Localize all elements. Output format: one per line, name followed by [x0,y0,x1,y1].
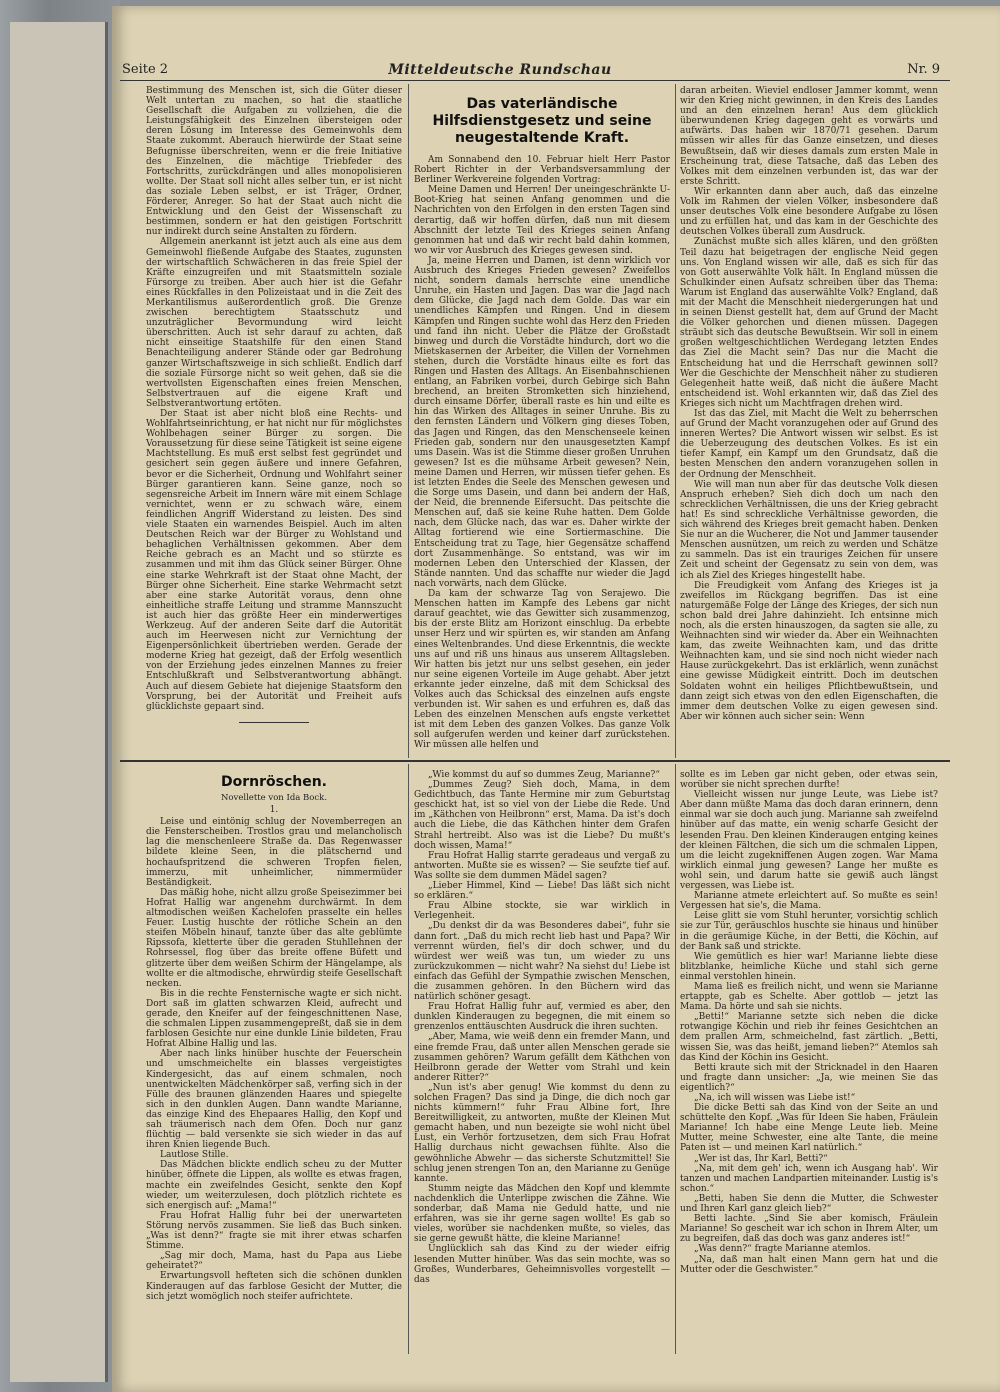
paragraph: Ist das das Ziel, mit Macht die Welt zu beherrschen auf Grund der Macht voranzugehen oder auf Grund des inneren Wertes? Die Antwort wissen wir selbst. Es ist die Ueberzeugung des deutschen Volkes. Es ist ein tiefer Kampf, ein Kampf um den Grundsatz, daß die besten Menschen den andern voranzugehen sollen in der Ordnung der Menschheit. [680,409,938,480]
column-divider [408,84,409,758]
paragraph: „Nun ist's aber genug! Wie kommst du denn zu solchen Fragen? Das sind ja Dinge, die dich noch gar nichts kümmern!“ fuhr Frau Albine fort, Ihre Bereitwilligkeit, zu antworten, mußte der Kleinen Mut gemacht haben, und nun bezeigte sie wohl nicht übel Lust, ein Verhör fortzusetzen, dem sich Frau Hofrat Hallig durchaus nicht gewachsen fühlte. Also die gewöhnliche Abwehr — das sicherste Schutzmittel! Sie schlug jenen strengen Ton an, den Marianne zu Genüge kannte. [414,1082,670,1184]
paragraph: Wie gemütlich es hier war! Marianne liebte diese blitzblanke, heimliche Küche und stahl sich gerne einmal verstohlen hinein. [680,951,938,982]
paragraph: „Lieber Himmel, Kind — Liebe! Das läßt sich nicht so erklären.“ [414,881,670,902]
column-divider [675,764,676,1354]
chapter-number: 1. [269,805,279,816]
paragraph: „Na, ich will wissen was Liebe ist!“ [694,1093,856,1103]
paragraph: Leise und eintönig schlug der Novemberregen an die Fensterscheiben. Trostlos grau und melancholisch lag die menschenleere Straße da. Das Regenwasser bildete kleine Seen, in die plätschernd und hochaufspritzend die schweren Tropfen fielen, immerzu, mit unheimlicher, nimmermüder Beständigkeit. [146,817,402,888]
paragraph: Frau Albine stockte, sie war wirklich in Verlegenheit. [414,901,670,922]
paragraph: „Du denkst dir da was Besonderes dabei“, fuhr sie dann fort. „Daß du mich recht lieb hast und Papa? Wir verrennt würden, fiel's dir doch schwer, und du würdest wer weiß was tun, um wieder zu uns zurückzukommen — nicht wahr? Na siehst du! Liebe ist einfach das Gefühl der Sympathie zwischen Menschen, die zusammen gehören. In den Büchern wird das natürlich schöner gesagt. [414,921,670,1003]
page-label: Seite 2 [122,62,169,77]
paragraph: Wir erkannten dann aber auch, daß das einzelne Volk im Rahmen der vielen Völker, insbesondere daß unser deutsches Volk eine besondere Aufgabe zu lösen und zu erfüllen hat, und das kam in der Geschichte des deutschen Volkes überall zum Ausdruck. [680,186,938,238]
article-title: Das vaterländische Hilfsdienstgesetz und seine neugestaltende Kraft. [432,96,652,146]
paragraph: Das mäßig hohe, nicht allzu große Speisezimmer bei Hofrat Hallig war angenehm durchwärmt. In dem altmodischen weißen Kachelofen prasselte ein helles Feuer. Lustig huschte der rötliche Schein an den steifen Möbeln hinauf, tanzte über das alte geblümte Ripssofa, kletterte über die geraden Stuhllehnen der Rohrsessel, flog über das breite offene Büfett und glitzerte über dem weißen Schirm der Hängelampe, als wollte er die altmodische, ehrwürdig steife Gesellschaft necken. [146,887,402,989]
paragraph: Frau Hofrat Hallig fuhr auf, vermied es aber, den dunklen Kinderaugen zu begegnen, die mit einem so grenzenlos enttäuschten Ausdruck die ihren suchten. [414,1002,670,1033]
paragraph: „Na, mit dem geh' ich, wenn ich Ausgang hab'. Wir tanzen und machen Landpartien miteinander. Lustig is's schon.“ [680,1163,938,1194]
issue-number: Nr. 9 [907,62,940,77]
paragraph: Die Freudigkeit vom Anfang des Krieges ist ja zweifellos im Rückgang begriffen. Das ist eine naturgemäße Folge der Länge des Krieges, der sich nun schon bald drei Jahre dahinzieht. Ich entsinne mich noch, als die ersten hinauszogen, da sagten sie alle, zu Weihnachten sind wir wieder da. Aber ein Weihnachten kam, das zweite Weihnachten kam, und das dritte Weihnachten kam, und sie sind noch nicht wieder nach Hause zurückgekehrt. Das ist erklärlich, wenn zunächst eine gewisse Müdigkeit eintritt. Doch im deutschen Soldaten wohnt ein heiliges Pflichtbewußtsein, und dann zeigt sich etwas von den edlen Eigenschaften, die immer dem deutschen Volke zu eigen gewesen sind. Aber wir können auch sicher sein: Wenn [680,580,938,722]
paragraph: Unglücklich sah das Kind zu der wieder eifrig lesenden Mutter hinüber. Was das sein mochte, was so Großes, Wunderbares, Geheimnisvolles vorgestellt — das [414,1244,670,1285]
paragraph: Ja, meine Herren und Damen, ist denn wirklich vor Ausbruch des Krieges Frieden gewesen? Zweifellos nicht, sondern damals herrschte eine unendliche Unruhe, ein Hasten und Jagen. Das war die Jagd nach dem Glücke, die Jagd nach dem Golde. Das war ein unendliches Kämpfen und Ringen. Und in diesem Kämpfen und Ringen suchte wohl das Herz den Frieden und fand ihn nicht. Ueber die Plätze der Großstadt binweg und durch die Vorstädte hindurch, dort wo die Mietskasernen der Arbeiter, die Villen der Vornehmen stehen, durch die Vorstädte hinaus eilte es fort das Ringen und Hasten des Alltags. An Eisenbahnschienen entlang, an Fabriken vorbei, durch Gebirge sich Bahn brechend, an breiten Stromketten sich hinziehend, durch einsame Dörfer, überall raste es hin und eilte es hin das Wirken des Alltages in seiner Unruhe. Bis zu den fernsten Ländern und Völkern ging dieses Toben, das Jagen und Ringen, das den Menschenseele keinen Frieden gab, sondern nur den unausgesetzten Kampf ums Dasein. Was ist die Stimme dieser großen Unruhen gewesen? Ist es die mühsame Arbeit gewesen? Nein, meine Damen und Herren, wir müssen tiefer gehen. Es ist letzten Endes die Seele des Menschen gewesen und die Sorge ums Dasein, und dann bei andern der Haß, der Neid, die brennende Eifersucht. Das peitschte die Menschen auf, daß sie keine Ruhe hatten. Dem Golde nach, dem Glücke nach, das war es. Daher wirkte der Alltag fortierend wie eine Sortiermaschine. Die Entscheidung trat zu Tage, hier Gegensätze schaffend dort Zusammenhänge. So entstand, was wir im modernen Leben den Unterschied der Klassen, der Stände nannten. Und das schaffte nur wieder die Jagd nach vorwärts, nach dem Glücke. [414,255,670,589]
end-rule [239,722,309,723]
paragraph: Frau Hofrat Hallig fuhr bei der unerwarteten Störung nervös zusammen. Sie ließ das Buch sinken. „Was ist denn?“ fragte sie mit ihrer etwas scharfen Stimme. [146,1210,402,1252]
paragraph: Leise glitt sie vom Stuhl herunter, vorsichtig schlich sie zur Tür, geräuschlos huschte sie hinaus und hinüber in die geräumige Küche, in der Betti, die Köchin, auf der Bank saß und strickte. [680,911,938,952]
paragraph: Erwartungsvoll hefteten sich die schönen dunklen Kinderaugen auf das farblose Gesicht der Mutter, die sich jetzt womöglich noch steifer aufrichtete. [146,1271,402,1302]
paragraph: Wie will man nun aber für das deutsche Volk diesen Anspruch erheben? Sieh dich doch um nach den schrecklichen Verhältnissen, die uns der Krieg gebracht hat! Es sind schreckliche Verhältnisse geworden, die sich während des Krieges breit gemacht haben. Denken Sie nur an die Wucherer, die Not und Jammer tausender Menschen ausnützen, um reich zu werden und Schätze zu sammeln. Das ist ein trauriges Zeichen für unsere Zeit und scheint der Gegensatz zu sein von dem, was ich als Ziel des Krieges hingestellt habe. [680,479,938,581]
paragraph: Marianne atmete erleichtert auf. So mußte es sein! Vergessen hat sie's, die Mama. [680,891,938,912]
paragraph: Die dicke Betti sah das Kind von der Seite an und schüttelte den Kopf. „Was für Ideen Sie haben, Fräulein Marianne! Ich habe eine Menge Leute lieb. Meine Mutter, meine Schwester, eine alte Tante, die meine Paten ist — und meinen Karl natürlich.“ [680,1103,938,1154]
paragraph: Aber nach links hinüber huschte der Feuerschein und umschmeichelte ein blasses vergeistigtes Kindergesicht, das auf einem schmalen, noch unentwickelten Mädchenkörper saß, verfing sich in der Fülle des braunen glänzenden Haares und spiegelte sich in den dunklen Augen. Dann wandte Marianne, das einzige Kind des Ehepaares Hallig, den Kopf und sah träumerisch nach dem Ofen. Doch nur ganz flüchtig — bald versenkte sie sich wieder in das auf ihren Knien liegende Buch. [146,1049,402,1151]
paragraph: Am Sonnabend den 10. Februar hielt Herr Pastor Robert Richter in der Verbandsversammlung der Berliner Werkvereine folgenden Vortrag: [414,155,670,186]
paragraph: „Dummes Zeug? Sieh doch, Mama, in dem Gedichtbuch, das Tante Hermine mir zum Geburtstag geschickt hat, ist so viel von der Liebe die Rede. Und im „Käthchen von Heilbronn“ erst, Mama. Da ist's doch auch die Liebe, die das Käthchen hinter dem Grafen Strahl hertreibt. Also was ist die Liebe? Du mußt's doch wissen, Mama!“ [414,780,670,851]
paragraph: Der Staat ist aber nicht bloß eine Rechts- und Wohlfahrtseinrichtung, er hat nicht nur für möglichstes Wohlbehagen seiner Bürger zu sorgen. Die Voraussetzung für diese seine Tätigkeit ist seine eigene Machtstellung. Es muß erst selbst fest gegründet und gesichert sein gegen äußere und innere Gefahren, bevor er die Sicherheit, Ordnung und Wohlfahrt seiner Bürger garantieren kann. Seine ganze, noch so segensreiche Arbeit im Innern wäre mit einem Schlage vernichtet, wenn er zu schwach wäre, einem feindlichen Angriff Widerstand zu leisten. Des sind viele Staaten ein warnendes Beispiel. Auch im alten Deutschen Reich war der Bürger zu Wohlstand und behaglichen Verhältnissen gekommen. Aber dem Reiche gebrach es an Macht und so stürzte es zusammen und mit ihm das Glück seiner Bürger. Ohne eine starke Wehrkraft ist der Staat ohne Macht, der Bürger ohne Sicherheit. Eine starke Wehrmacht setzt aber eine starke Autorität voraus, denn ohne einheitliche straffe Leitung und stramme Mannszucht ist auch hier das größte Heer ein minderwertiges Werkzeug. Auf der anderen Seite darf die Autorität auch im Heerwesen nicht zur Vernichtung der Eigenpersönlichkeit übertrieben werden. Gerade der moderne Krieg hat gezeigt, daß der Erfolg wesentlich von der Erziehung jedes einzelnen Mannes zu freier Entschlußkraft und Selbstverantwortung abhängt. Auch auf diesem Gebiete hat diejenige Staatsform den Vorsprung, bei der Autorität und Freiheit aufs glücklichste gepaart sind. [146,409,402,712]
story-subtitle: Novellette von Ida Bock. [220,793,328,803]
column-divider [408,764,409,1354]
paragraph: Allgemein anerkannt ist jetzt auch als eine aus dem Gemeinwohl fließende Aufgabe des Staates, zugunsten der wirtschaftlich Schwächeren in das freie Spiel der Kräfte einzugreifen und mit Staatsmitteln soziale Fürsorge zu treiben. Aber auch hier ist die Gefahr eines Rückfalles in den Polizeistaat und in die Zeit des Merkantilismus außerordentlich groß. Die Grenze zwischen berechtigtem Staatsschutz und unzuträglicher Bevormundung wird leicht überschritten. Auch ist sehr darauf zu achten, daß nicht einseitige Staatshilfe für den einen Stand Benachteiligung anderer Stände oder gar Bedrohung ganzer Wirtschaftszweige in sich schließt. Endlich darf die soziale Fürsorge nicht so weit gehen, daß sie die wertvollsten Eigenschaften eines freien Menschen, Selbstvertrauen auf die eigene Kraft und Selbstverantwortung ertöten. [146,237,402,409]
story-title: Dornröschen. [220,774,327,790]
paragraph: Meine Damen und Herren! Der uneingeschränkte U-Boot-Krieg hat seinen Anfang genommen und die Nachrichten von den Erfolgen in den ersten Tagen sind derartig, daß wir hoffen dürfen, daß nun mit diesem Abschnitt der letzte Teil des Krieges seinen Anfang genommen hat und daß wir recht bald dahin kommen, wo wir vor Ausbruch des Krieges gewesen sind. [414,185,670,256]
paragraph: Mama ließ es freilich nicht, und wenn sie Marianne ertappte, gab es Schelte. Aber gottlob — jetzt las Mama. Da hörte und sah sie nichts. [680,981,938,1013]
paragraph: Lautlose Stille. [160,1150,229,1161]
paragraph: „Betti, haben Sie denn die Mutter, die Schwester und Ihren Karl ganz gleich lieb?“ [680,1193,938,1215]
paragraph: „Aber, Mama, wie weiß denn ein fremder Mann, und eine fremde Frau, daß unter allen Menschen gerade sie zusammen gehören? Warum gefällt dem Käthchen von Heilbronn gerade der Wetter vom Strahl und kein anderer Ritter?“ [414,1032,670,1083]
paragraph: „Wer ist das, Ihr Karl, Betti?“ [694,1153,828,1164]
article-column-2 [414,86,670,754]
paragraph: Frau Hofrat Hallig starrte geradeaus und vergaß zu antworten. Mußte sie es wissen? — Sie seufzte tief auf. Was sollte sie dem dummen Mädel sagen? [414,850,670,881]
article-column-3 [680,86,938,754]
paragraph: „Betti!“ Marianne setzte sich neben die dicke rotwangige Köchin und rieb ihr feines Gesichtchen an dem prallen Arm, schmeichelnd, fast zärtlich. „Betti, wissen Sie, was das heißt, jemand lieben?“ Atemlos sah das Kind der Köchin ins Gesicht. [680,1012,938,1063]
paragraph: sollte es im Leben gar nicht geben, oder etwas sein, worüber sie nicht sprechen durfte! [680,770,938,791]
column-divider [675,84,676,758]
paragraph: Betti lachte. „Sind Sie aber komisch, Fräulein Marianne! So gescheit war ich schon in Ihrem Alter, um zu begreifen, daß das doch was ganz anderes ist!“ [680,1214,938,1245]
paragraph: Zunächst mußte sich alles klären, und den größten Teil dazu hat beigetragen der englische Neid gegen uns. Von England wissen wir alle, daß es sich für das von Gott auserwählte Volk hält. In England müssen die Schulkinder einen Aufsatz schreiben über das Thema: Warum ist England das auserwählte Volk? England, daß mit der Macht die Menschheit niedergerungen hat und in seinen Dienst gestellt hat, dem auf Grund der Macht die Völker gehorchen und dienen müssen. Dagegen sträubt sich das deutsche Bewußtsein. Wir soll in einem großen weltgeschichtlichen Werdegang letzten Endes das Ziel die Macht sein? Das nur die Macht die Entscheidung hat und die Herrschaft gewinnen soll? Wer die Geschichte der Menschheit näher zu studieren Gelegenheit hatte weiß, daß nicht die äußere Macht entscheidend ist. Wohl erkannten wir, daß das Ziel des Krieges sich nicht um Machtfragen drehen wird. [680,237,938,409]
paragraph: Bestimmung des Menschen ist, sich die Güter dieser Welt untertan zu machen, so hat die staatliche Gesellschaft die Aufgaben zu vollziehen, die die Leistungsfähigkeit des Einzelnen übersteigen oder deren Lösung im Interesse des Gemeinwohls dem Staate zukommt. Aberauch hierwürde der Staat seine Befugnisse überschreiten, wenn er die freie Initiative des Einzelnen, die mächtige Triebfeder des Fortschritts, zurückdrängen und alles monopolisieren wollte. Der Staat soll nicht alles selber tun, er ist nicht das soziale Leben selbst, er ist Träger, Ordner, Förderer, Anreger. So hat der Staat auch nicht die Entwicklung und den Geist der Wissenschaft zu bestimmen, sondern er hat den geistigen Fortschritt nur indirekt durch seine Anstalten zu fördern. [146,86,402,238]
paragraph: Das Mädchen blickte endlich scheu zu der Mutter hinüber, öffnete die Lippen, als wollte es etwas fragen, machte ein zweifelndes Gesicht, senkte den Kopf wieder, um weiterzulesen, doch plötzlich richtete es sich energisch auf: „Mama!“ [146,1160,402,1211]
header-rule [120,80,950,81]
paragraph: „Sag mir doch, Mama, hast du Papa aus Liebe geheiratet?“ [146,1251,402,1272]
story-column-2 [414,770,670,1354]
text-column-1 [146,86,402,754]
book-binding [0,0,120,1392]
paragraph: Da kam der schwarze Tag von Serajewo. Die Menschen hatten im Kampfe des Lebens gar nicht darauf geachtet, wie das Gewitter sich zusammenzog, bis der erste Blitz am Horizont einschlug. Da erbebte unser Herz und wir spürten es, wir standen am Anfang eines Weltenbrandes. Und diese Erkenntnis, die weckte uns auf und riß uns hinaus aus unserem Alltagsleben. Wir hatten bis jetzt nur uns selbst gesehen, ein jeder nur seine eigenen Vorteile im Auge gehabt. Aber jetzt erkannte jeder einzelne, daß mit dem Schicksal des Volkes auch das Schicksal des einzelnen aufs engste verbunden ist. Wir sahen es und erfuhren es, daß das Leben des einzelnen Menschen aufs engste verkettet ist mit dem Leben des ganzen Volkes. Das ganze Volk soll aufgerufen werden und keiner darf zurückstehen. Wir müssen alle helfen und [414,589,670,751]
story-column-3 [680,770,938,1354]
paragraph: Bis in die rechte Fensternische wagte er sich nicht. Dort saß im glatten schwarzen Kleid, aufrecht und gerade, den Kneifer auf der feingeschnittenen Nase, die schmalen Lippen zusammengepreßt, daß sie in dem farblosen Gesichte nur eine dunkle Linie bildeten, Frau Hofrat Albine Hallig und las. [146,988,402,1050]
paragraph: Betti kraute sich mit der Stricknadel in den Haaren und fragte dann unsicher: „Ja, wie meinen Sie das eigentlich?“ [680,1062,938,1093]
paragraph: „Wie kommst du auf so dummes Zeug, Marianne?“ [428,770,660,780]
paragraph: Vielleicht wissen nur junge Leute, was Liebe ist? Aber dann müßte Mama das doch daran erinnern, denn einmal war sie doch auch jung. Marianne sah zweifelnd hinüber auf das matte, ein wenig scharfe Gesicht der lesenden Frau. Den kleinen Kinderaugen entging keines der kleinen Fältchen, die sich um die schmalen Lippen, um die leicht zugekniffenen Augen zogen. War Mama wirklich einmal jung gewesen? Lange her mußte es wohl sein, und darum hatte sie gewiß auch längst vergessen, was Liebe ist. [680,790,938,892]
paragraph: „Na, daß man halt einen Mann gern hat und die Mutter oder die Geschwister.“ [680,1254,938,1275]
paragraph: Stumm neigte das Mädchen den Kopf und klemmte nachdenklich die Unterlippe zwischen die Zähne. Wie sonderbar, daß Mama nie Geduld hatte, und nie erfahren, was sie ihr gerne sagen wollte! Es gab so vieles, worüber sie nachdenken mußte, so vieles, das sie gerne gewußt hätte, die kleine Marianne! [414,1183,670,1245]
masthead: Mitteldeutsche Rundschau [388,62,612,78]
binding-edge [10,22,108,1382]
section-rule [120,760,950,762]
paragraph: „Was denn?“ fragte Marianne atemlos. [694,1244,871,1255]
story-column-1 [146,770,402,1354]
paragraph: daran arbeiten. Wieviel endloser Jammer kommt, wenn wir den Krieg nicht gewinnen, in den Kreis des Landes und an den einzelnen heran! Aus dem glücklich überwundenen Krieg dagegen geht es vorwärts und aufwärts. Das haben wir 1870/71 gesehen. Darum müssen wir alles für das Ganze einsetzen, und dieses Bewußtsein, daß wir dieses damals zum ersten Male in Erscheinung trat, diese Tatsache, daß das Leben des Volkes mit dem einzelnen verbunden ist, das war der erste Schritt. [680,86,938,187]
